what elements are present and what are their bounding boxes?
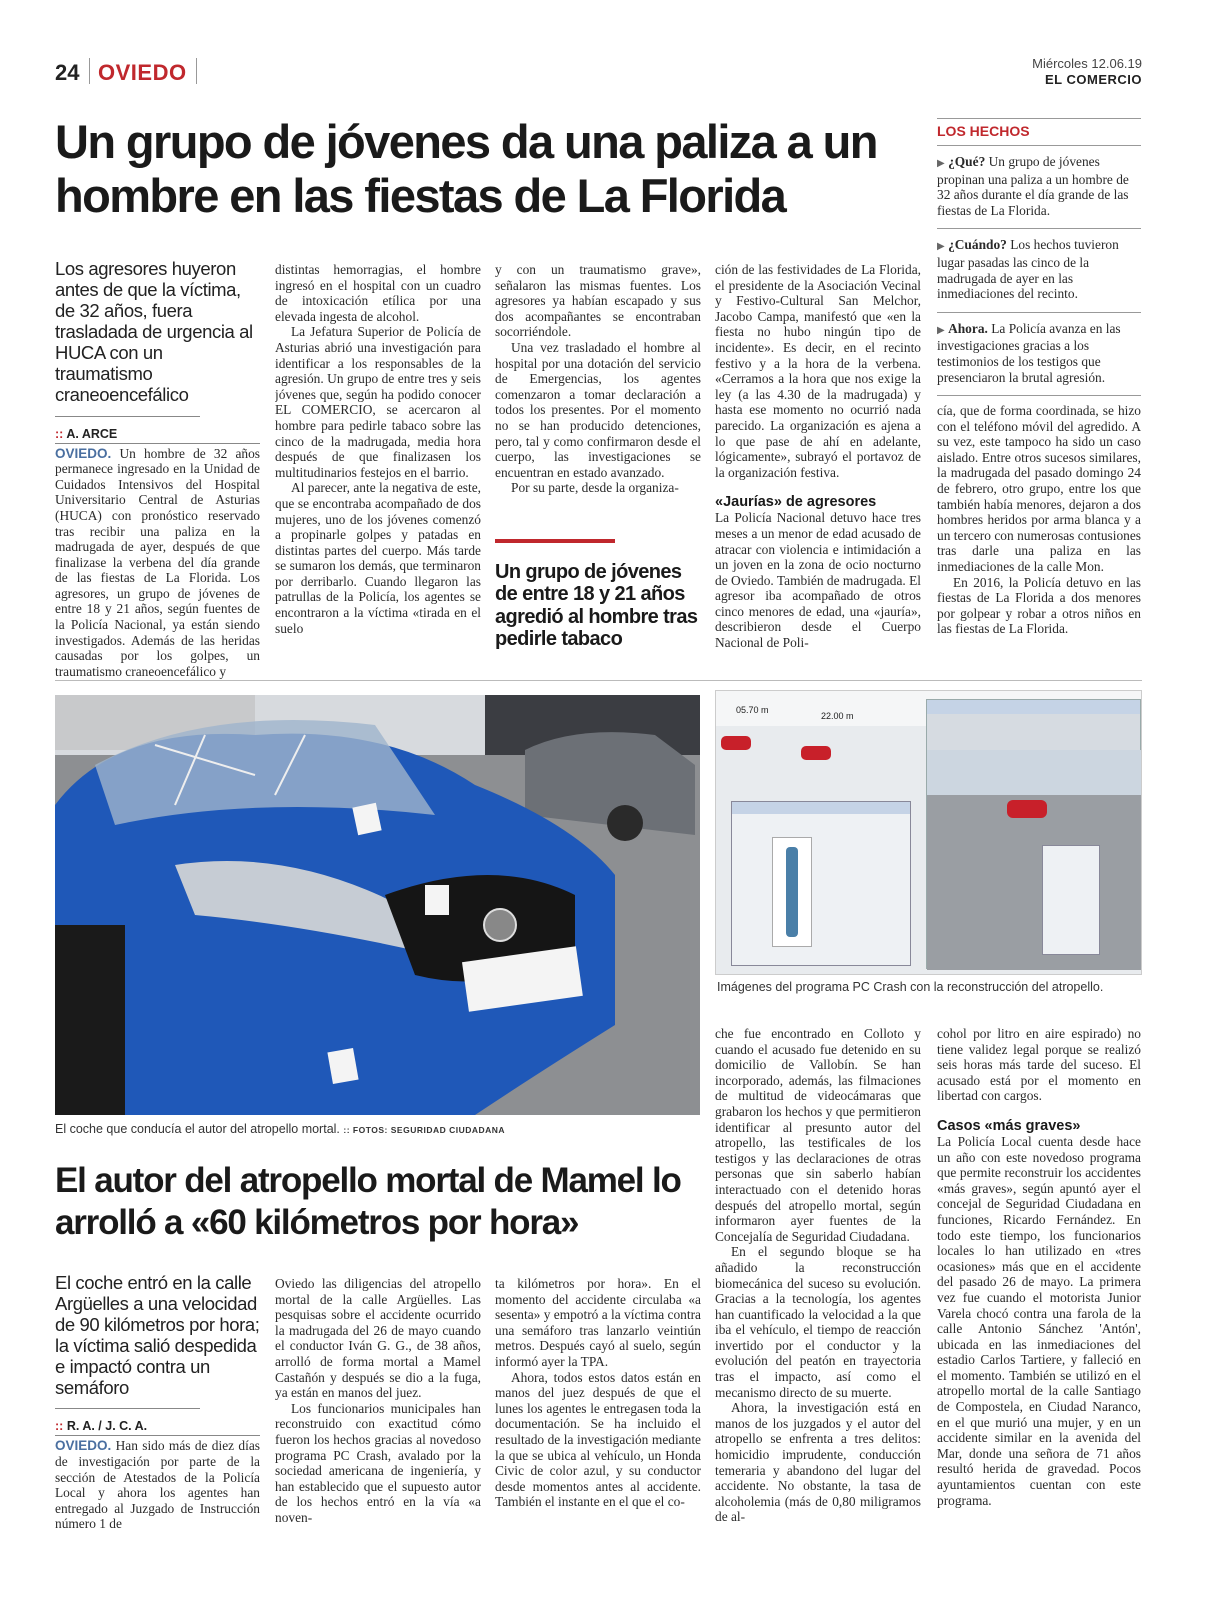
credit-text: FOTOS: SEGURIDAD CIUDADANA <box>352 1125 506 1135</box>
item-label: Ahora. <box>948 320 988 336</box>
paragraph: Una vez trasladado el hombre al hospital por una dotación del servicio de Emergencias, los agentes comenzaron a tomar declaración a todos los presentes. Por el momento no se han producido detenciones, pero, tal y como confirmaron desde el cuerpo, las investigaciones se encuentran en estado avanzado. <box>495 339 701 480</box>
paragraph: Al parecer, ante la negativa de este, que se encontraba acompañado de dos mujeres, uno de los jóvenes comenzó a propinarle golpes y patadas en distintas partes del cuerpo. Más tarde se sumaron los demás, que terminaron por derribarlo. Cuando llegaron las patrullas de la Policía, los agentes se encontraron a la víctima «tirada en el suelo <box>275 480 481 636</box>
header-divider <box>196 58 197 84</box>
paragraph: Ahora, la investigación está en manos de los juzgados y el autor del atropello se enfrenta a tres delitos: homicidio imprudente, conducción temeraria y abandono del lugar del accidente. No obstante, la tasa de alcoholemia (más de 0,80 miligramos de al- <box>715 1400 921 1525</box>
dateline: OVIEDO. <box>55 1438 112 1454</box>
page-number: 24 <box>55 60 80 85</box>
article2-col5 <box>937 1026 1141 1546</box>
sidebar-los-hechos <box>937 118 1141 396</box>
paragraph: distintas hemorragias, el hombre ingresó en el hospital con un cuadro de intoxicación etílica por una elevada ingesta de alcohol. <box>275 262 481 324</box>
pullquote-accent-bar <box>495 539 615 543</box>
measure-label: 05.70 m <box>736 705 769 715</box>
section-divider <box>55 680 1142 681</box>
article1-col4 <box>715 262 921 652</box>
article1-deck: Los agresores huyeron antes de que la víctima, de 32 años, fuera trasladada de urgencia al HUCA con un traumatismo craneoencefálico <box>55 258 253 406</box>
paragraph: La Policía Local cuenta desde hace un año con este novedoso programa que permite reconstruir los accidentes «más graves», según apuntó ayer el concejal de Seguridad Ciudadana en funciones, Ricardo Fernández. En todo este tiempo, los funcionarios locales lo han utilizado en «tres ocasiones» más que en el accidente del pasado 26 de mayo. La primera vez fue cuando el motorista Junior Varela chocó contra una farola de la calle Antonio Sánchez 'Antón', ubicada en las inmediaciones del estadio Carlos Tartiere, y falleció en el momento. También se utilizó en el atropello mortal de la calle Santiago de Compostela, en Ciudad Naranco, en el que murió una mujer, y en un accidente similar en la avenida del Mar, donde una señora de 71 años resultó herida de gravedad. Pocos ayuntamientos cuentan con este programa. <box>937 1133 1141 1508</box>
subheading: «Jaurías» de agresores <box>715 494 877 511</box>
byline-author: A. ARCE <box>66 426 118 441</box>
paragraph: ta kilómetros por hora». En el momento del accidente circulaba «a sesenta» y empotró a la víctima contra una semáforo tras lanzarlo veintiún metros. Después cayó al suelo, según informó ayer la TPA. <box>495 1276 701 1369</box>
article1-col5 <box>937 403 1141 653</box>
sidebar-title: LOS HECHOS <box>937 118 1141 146</box>
item-text: Los hechos tuvieron lugar pasadas las cinco de la madrugada de ayer en las inmediaciones del recinto. <box>937 237 1119 302</box>
sidebar-item <box>937 313 1141 396</box>
dummy-settings-window <box>731 801 911 966</box>
article2-col4 <box>715 1026 921 1546</box>
byline-author: R. A. / J. C. A. <box>66 1419 148 1434</box>
paragraph: cohol por litro en aire espirado) no tiene validez legal porque se realizó seis horas más tarde del suceso. El acusado está por el momento en libertad con cargos. <box>937 1026 1141 1104</box>
paragraph: Ahora, todos estos datos están en manos del juez después de que el lunes los agentes le entregasen toda la documentación. Se ha incluido el resultado de la investigación mediante la que se ubica al vehículo, un Honda Civic de color azul, y su conductor desde momentos antes al accidente. También el instante en el que el co- <box>495 1369 701 1510</box>
paragraph: La Policía Nacional detuvo hace tres meses a un menor de edad acusado de atracar con violencia e intimidación a un joven en la zona de ocio nocturno de Oviedo. También de madrugada. El agresor iba acompañado de otros cinco menores de edad, una «jauría», describieron desde el Cuerpo Nacional de Poli- <box>715 510 921 651</box>
paragraph: Oviedo las diligencias del atropello mortal de la calle Argüelles. Las pesquisas sobre el accidente ocurrido la madrugada del 26 de mayo cuando el conductor Iván G. G., de 38 años, arrolló de forma mortal a Mamel Castañón y después se dio a la fuga, ya están en manos del juez. <box>275 1276 481 1401</box>
paragraph: cía, que de forma coordinada, se hizo con el teléfono móvil del agredido. A su vez, este tampoco ha sido un caso aislado. Entre otros sucesos similares, la madrugada del pasado domingo 24 de febrero, otro grupo, entre los que también había menores, dejaron a dos hombres heridos por arma blanca y a un tercero con numerosas contusiones tras darle una paliza en las inmediaciones de la calle Mon. <box>937 403 1141 574</box>
3d-view-window <box>926 699 1141 969</box>
article2-headline: El autor del atropello mortal de Mamel lo arrolló a «60 kilómetros por hora» <box>55 1161 681 1242</box>
issue-date: Miércoles 12.06.19 <box>1032 56 1142 71</box>
paragraph: La Jefatura Superior de Policía de Asturias abrió una investigación para identificar a los responsables de la agresión. Un grupo de entre tres y seis jóvenes que, según ha podido conocer EL COMERCIO, se acercaron al hombre para pedirle tabaco sobre las cinco de la madrugada, media hora después de que finalizasen los multitudinarios festejos en el barrio. <box>275 324 481 480</box>
item-text: La Policía avanza en las investigaciones gracias a los testimonios de los testigos que presenciaron la brutal agresión. <box>937 320 1121 385</box>
newspaper-name: EL COMERCIO <box>1045 72 1142 87</box>
caption-text: El coche que conducía el autor del atropello mortal. <box>55 1122 340 1136</box>
pullquote: Un grupo de jóvenes de entre 18 y 21 años agredió al hombre tras pedirle tabaco <box>495 561 698 651</box>
header-divider <box>89 58 90 84</box>
paragraph: Los funcionarios municipales han reconstruido con exactitud cómo fueron los hechos gracias al novedoso programa PC Crash, avalado por la sociedad americana de ingeniería, y han establecido que el supuesto autor de los hechos entró en la vía «a noven- <box>275 1400 481 1525</box>
article2-col2 <box>275 1276 481 1546</box>
triangle-bullet-icon: ▶ <box>937 241 945 253</box>
paragraph: Por su parte, desde la organiza- <box>511 480 679 496</box>
paragraph: En 2016, la Policía detuvo en las fiestas de La Florida a dos menores por golpear y robar a otros niños en las fiestas de La Florida. <box>937 574 1141 637</box>
car-photo <box>55 695 700 1115</box>
article2-deck: El coche entró en la calle Argüelles a una velocidad de 90 kilómetros por hora; la víctima salió despedida e impactó contra un semáforo <box>55 1272 260 1399</box>
article2-col1 <box>55 1272 260 1533</box>
photo-credit: :: FOTOS: SEGURIDAD CIUDADANA <box>343 1125 506 1135</box>
sidebar-item <box>937 146 1141 229</box>
dateline: OVIEDO. <box>55 445 112 461</box>
article1-headline: Un grupo de jóvenes da una paliza a un hombre en las fiestas de La Florida <box>55 115 877 223</box>
article1-col2 <box>275 262 481 652</box>
pc-crash-caption: Imágenes del programa PC Crash con la reconstrucción del atropello. <box>717 980 1104 994</box>
paragraph: ción de las festividades de La Florida, el presidente de la Asociación Vecinal y Festivo-Cultural San Melchor, Jacobo Campa, manifestó que «en la fiesta no hubo ningún tipo de incidente». Es decir, en el recinto festivo y a la hora de la verbena. «Cerramos a la hora que nos exige la ley (a las 4.30 de la madrugada) y hasta ese momento no ocurrió nada parecido. La organización es ajena a lo que pase de ahí en adelante, lógicamente», subrayó el portavoz de la organización festiva. <box>715 262 921 480</box>
item-text: Un grupo de jóvenes propinan una paliza a un hombre de 32 años durante el día grande de las fiestas de La Florida. <box>937 154 1129 218</box>
pc-crash-screenshot <box>715 690 1142 975</box>
section-name: OVIEDO <box>98 60 187 85</box>
item-label: ¿Cuándo? <box>948 237 1007 253</box>
paragraph: che fue encontrado en Colloto y cuando el acusado fue detenido en su domicilio de Vallobín. Se han incorporado, además, las filmaciones de multitud de videocámaras que grabaron los hechos y que permitieron identificar al presunto autor del atropello, las testificales de los testigos y las declaraciones de otras personas que sin saberlo habían interactuado con el detenido horas después del atropello mortal, según informaron ayer fuentes de la Concejalía de Seguridad Ciudadana. <box>715 1026 921 1244</box>
body-text: Un hombre de 32 años permanece ingresado en la Unidad de Cuidados Intensivos del Hospital Universitario Central de Asturias (HUCA) con pronóstico reservado tras recibir una paliza en la madrugada de ayer, después de que finalizase la verbena del día grande de las fiestas de La Florida. Los agresores, un grupo de jóvenes de entre 18 y 21 años, según fuentes de la Policía Nacional, ya están siendo investigados. Además de las heridas causadas por los golpes, un traumatismo craneoencefálico y <box>55 445 260 679</box>
article1-byline: :: A. ARCE <box>55 417 260 444</box>
triangle-bullet-icon: ▶ <box>937 158 945 169</box>
triangle-bullet-icon: ▶ <box>937 324 945 336</box>
paragraph: y con un traumatismo grave», señalaron las mismas fuentes. Los agresores ya habían escapado y sus dos acompañantes se encontraban socorriéndole. <box>495 262 701 340</box>
body-text: Han sido más de diez días de investigación por parte de la sección de Atestados de la Policía Local y ahora los agentes han entregado al Juzgado de Instrucción número 1 de <box>55 1438 260 1532</box>
subheading: Casos «más graves» <box>937 1117 1081 1134</box>
item-label: ¿Qué? <box>948 154 986 169</box>
article2-col3 <box>495 1276 701 1546</box>
paragraph: En el segundo bloque se ha añadido la reconstrucción biomecánica del suceso su evolución. Gracias a la tecnología, los agentes han cuantificado la velocidad a la que iba el vehículo, el tiempo de reacción invertido por el conductor y la evolución del peatón en trayectoria tras el impacto, así como el mecanismo directo de su muerte. <box>715 1244 921 1400</box>
article1-col3 <box>495 262 701 651</box>
article2-byline: :: R. A. / J. C. A. <box>55 1409 260 1436</box>
article1-col1 <box>55 258 260 686</box>
measure-label: 22.00 m <box>821 711 854 721</box>
car-photo-caption <box>55 1122 505 1136</box>
pullquote-box <box>495 539 701 651</box>
sidebar-item <box>937 229 1141 312</box>
